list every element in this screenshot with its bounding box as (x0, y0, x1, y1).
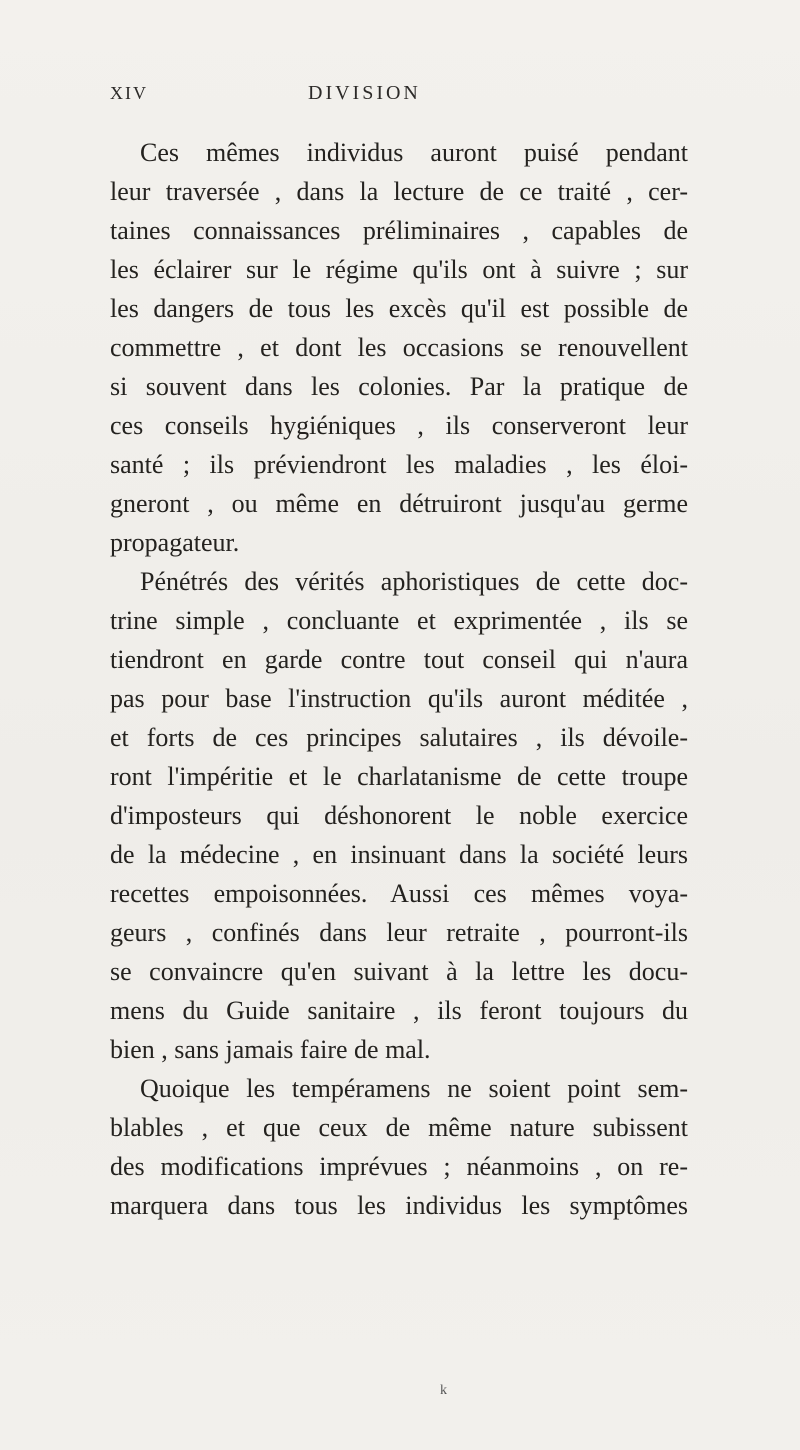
text-line: trine simple , concluante et exprimentée , ils se (110, 606, 688, 635)
running-title: DIVISION (308, 82, 421, 104)
page-number: xiv (110, 78, 148, 105)
text-line: si souvent dans les colonies. Par la pratique de (110, 372, 688, 401)
text-line: commettre , et dont les occasions se renouvellent (110, 333, 688, 362)
text-line: geurs , confinés dans leur retraite , pourront-ils (110, 918, 688, 947)
text-line: de la médecine , en insinuant dans la société leurs (110, 840, 688, 869)
text-line: et forts de ces principes salutaires , ils dévoile- (110, 723, 688, 752)
text-line: recettes empoisonnées. Aussi ces mêmes voya- (110, 879, 688, 908)
text-line: gneront , ou même en détruiront jusqu'au germe (110, 489, 688, 518)
text-line: d'imposteurs qui déshonorent le noble exercice (110, 801, 688, 830)
text-line: tiendront en garde contre tout conseil qui n'aura (110, 645, 688, 674)
text-line: marquera dans tous les individus les symptômes (110, 1191, 688, 1220)
text-line: se convaincre qu'en suivant à la lettre les docu- (110, 957, 688, 986)
text-line: santé ; ils préviendront les maladies , les éloi- (110, 450, 688, 479)
text-line: Quoique les tempéramens ne soient point sem- (140, 1074, 688, 1103)
text-line: pas pour base l'instruction qu'ils auront méditée , (110, 684, 688, 713)
text-line: des modifications imprévues ; néanmoins , on re- (110, 1152, 688, 1181)
text-line: leur traversée , dans la lecture de ce traité , cer- (110, 177, 688, 206)
text-line: Ces mêmes individus auront puisé pendant (140, 138, 688, 167)
text-line: Pénétrés des vérités aphoristiques de cette doc- (140, 567, 688, 596)
text-line: les éclairer sur le régime qu'ils ont à suivre ; sur (110, 255, 688, 284)
text-line: taines connaissances préliminaires , capables de (110, 216, 688, 245)
text-line: ront l'impéritie et le charlatanisme de cette troupe (110, 762, 688, 791)
text-line: ces conseils hygiéniques , ils conserveront leur (110, 411, 688, 440)
text-line: bien , sans jamais faire de mal. (110, 1035, 431, 1064)
body-text (110, 133, 688, 1225)
footer-mark: k (440, 1383, 447, 1398)
text-line: propagateur. (110, 528, 240, 557)
text-line: les dangers de tous les excès qu'il est possible de (110, 294, 688, 323)
text-line: mens du Guide sanitaire , ils feront toujours du (110, 996, 688, 1025)
page-header (110, 78, 620, 118)
text-line: blables , et que ceux de même nature subissent (110, 1113, 688, 1142)
